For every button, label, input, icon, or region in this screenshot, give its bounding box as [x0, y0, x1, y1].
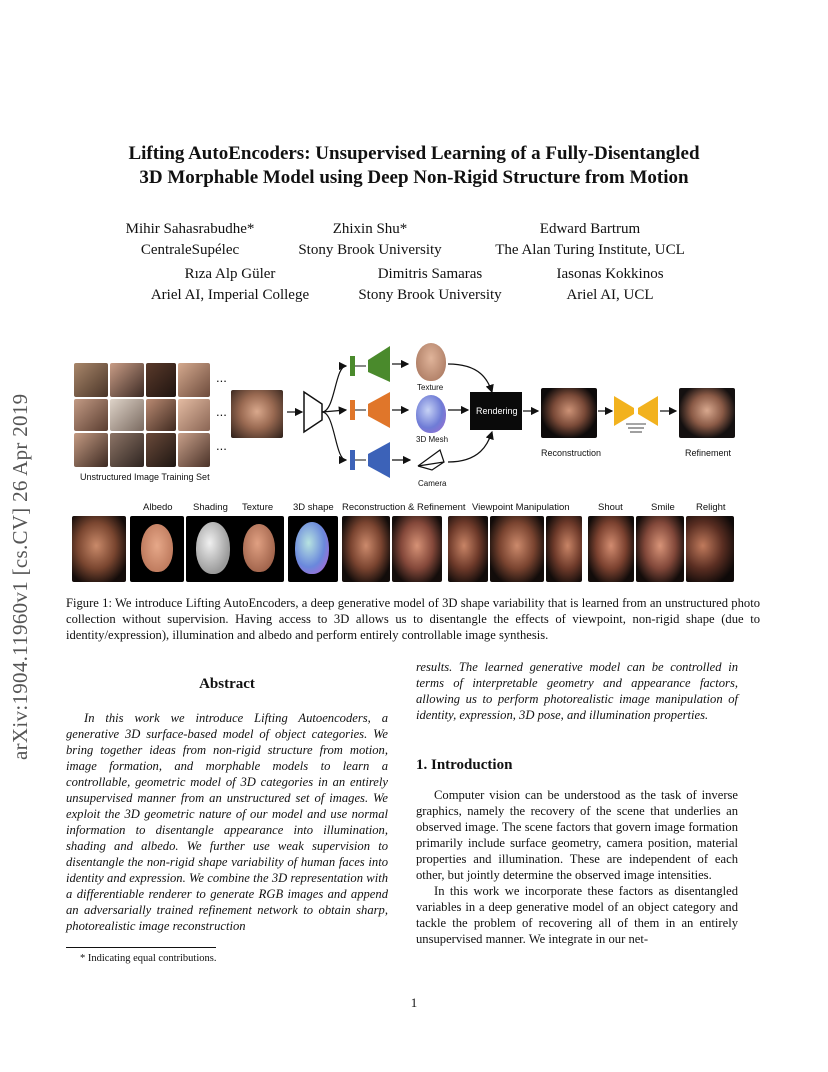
strip-label-reconstruction-refinement: Reconstruction & Refinement [342, 502, 466, 513]
arxiv-identifier: arXiv:1904.11960v1 [cs.CV] 26 Apr 2019 [8, 393, 32, 760]
intro-paragraph-1: Computer vision can be understood as the task of inverse graphics, namely the recovery of the scene that underlies an observed image. The scene factors that govern image formation primarily include surface geometry, camera position, material properties and illumination. These are independent of each other, but jointly determine the observed image intensities. [416, 788, 738, 882]
strip-label-viewpoint: Viewpoint Manipulation [472, 502, 570, 513]
author-affiliation: Ariel AI, UCL [566, 287, 654, 303]
mesh-face [416, 395, 446, 433]
reconstruction-image [541, 388, 597, 438]
albedo-face [141, 524, 173, 572]
strip-reconstruction-image [342, 516, 390, 582]
author-affiliation: Ariel AI, Imperial College [150, 287, 310, 303]
refinement-image [679, 388, 735, 438]
refinement-label: Refinement [685, 448, 732, 458]
strip-viewpoint-image [448, 516, 488, 582]
author-affiliation: Stony Brook University [358, 287, 502, 303]
page-number: 1 [410, 995, 418, 1010]
strip-label-3d-shape: 3D shape [293, 502, 334, 513]
texture-face [416, 343, 446, 381]
strip-texture-image [234, 516, 284, 582]
strip-viewpoint-image [490, 516, 544, 582]
abstract-continuation: results. The learned generative model can be controlled in terms of interpretable geometry and appearance factors, allowing us to perform photorealistic image manipulation of identity, expression, 3D pose, and illumination properties. [416, 660, 738, 722]
texture-face [243, 524, 275, 572]
ellipsis: ... [216, 404, 227, 419]
right-column [416, 659, 738, 947]
ellipsis: ... [216, 370, 227, 385]
strip-3d-shape-image [288, 516, 338, 582]
encoder-trapezoid [304, 392, 322, 432]
refinement-network [614, 396, 634, 426]
author-affiliation: The Alan Turing Institute, UCL [495, 242, 685, 258]
strip-label-shading: Shading [193, 502, 228, 513]
footnote-rule [66, 947, 216, 948]
texture-label: Texture [417, 383, 444, 392]
strip-input-image [72, 516, 126, 582]
camera-icon [418, 450, 444, 470]
strip-label-smile: Smile [651, 502, 675, 513]
shading-face [196, 522, 230, 574]
strip-viewpoint-image [546, 516, 582, 582]
latent-code-green [350, 356, 355, 376]
strip-shout-image [588, 516, 634, 582]
rendering-label: Rendering [476, 406, 518, 416]
strip-albedo-image [130, 516, 184, 582]
shape-face [295, 522, 329, 574]
title-line-2: 3D Morphable Model using Deep Non-Rigid Structure from Motion [139, 167, 689, 188]
training-set-label: Unstructured Image Training Set [80, 472, 210, 482]
strip-shading-image [186, 516, 240, 582]
strip-label-albedo: Albedo [143, 502, 173, 513]
decoder-texture [368, 346, 390, 382]
ellipsis: ... [216, 438, 227, 453]
abstract-heading: Abstract [199, 676, 255, 692]
author-name: Mihir Sahasrabudhe* [125, 221, 255, 237]
figure-caption: Figure 1: We introduce Lifting AutoEncoders, a deep generative model of 3D shape variability that is learned from an unstructured photo collection without supervision. Having access to 3D allows us to disentangle the effects of viewpoint, non-rigid shape (due to identity/expression), illumination and albedo and perform entirely controllable image synthesis. [66, 596, 760, 642]
author-name: Dimitris Samaras [377, 266, 483, 282]
author-name: Edward Bartrum [539, 221, 641, 237]
latent-code-blue [350, 450, 355, 470]
abstract-section [66, 676, 388, 934]
strip-smile-image [636, 516, 684, 582]
strip-label-texture: Texture [242, 502, 274, 513]
strip-relight-image [686, 516, 734, 582]
author-name: Iasonas Kokkinos [556, 266, 664, 282]
latent-code-orange [350, 400, 355, 420]
author-affiliation: CentraleSupélec [140, 242, 240, 258]
intro-paragraph-2: In this work we incorporate these factors as disentangled variables in a deep generative model of an object category and tackle the problem of recovering all of them in an entirely unsupervised manner. We integrate in our net- [416, 884, 738, 946]
decoder-camera [368, 442, 390, 478]
strip-label-shout: Shout [598, 502, 623, 513]
author-name: Zhixin Shu* [332, 221, 408, 237]
author-affiliation: Stony Brook University [298, 242, 442, 258]
strip-refinement-image [392, 516, 442, 582]
strip-label-relight: Relight [696, 502, 726, 513]
mesh-label: 3D Mesh [416, 435, 449, 444]
decoder-mesh [368, 392, 390, 428]
abstract-text: In this work we introduce Lifting Autoencoders, a generative 3D surface-based model of object categories. We bring together ideas from non-rigid structure from motion, image formation, and morphable models to learn a controllable, geometric model of 3D categories in an entirely unsupervised manner from an unstructured set of images. We exploit the 3D geometric nature of our model and use normal information to disentangle appearance into illumination, shading and albedo. We further use weak supervision to disentangle the non-rigid shape variability of human faces into identity and expression. We combine the 3D representation with a differentiable renderer to generate RGB images and append an adversarially trained refinement network to obtain sharp, photorealistic image reconstruction [66, 711, 388, 933]
title-line-1: Lifting AutoEncoders: Unsupervised Learning of a Fully-Disentangled [128, 143, 700, 164]
reconstruction-label: Reconstruction [541, 448, 602, 458]
introduction-heading: 1. Introduction [416, 757, 513, 773]
author-name: Rıza Alp Güler [184, 266, 276, 282]
camera-label: Camera [418, 479, 447, 488]
footnote: * Indicating equal contributions. [80, 953, 217, 964]
